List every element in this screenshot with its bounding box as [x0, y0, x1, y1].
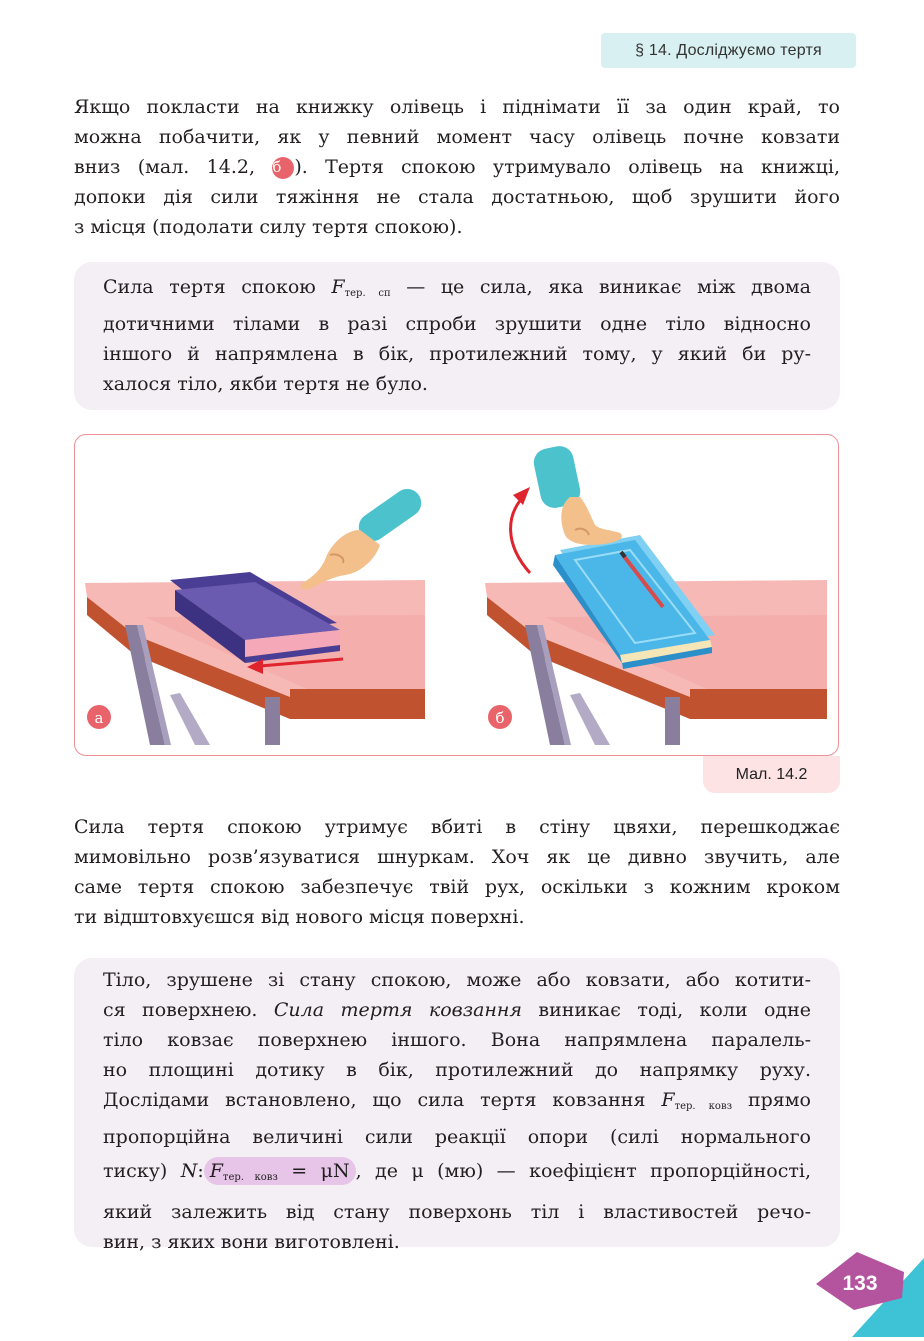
text-line	[103, 272, 811, 309]
text-fragment: тиску)	[103, 1160, 181, 1182]
text-fragment: — це сила, яка виникає між двома	[390, 276, 811, 298]
panel-label-b: б	[495, 709, 505, 727]
formula-rest: = μN	[277, 1160, 350, 1182]
text-fragment: вниз (мал. 14.2,	[74, 156, 273, 178]
text-line	[103, 1152, 811, 1197]
text-line: тіло ковзає поверхнею іншого. Вона напрямлена паралель-	[103, 1029, 811, 1051]
text-line: допоки дія сили тяжіння не стала достатньою, щоб зрушити його	[74, 186, 840, 208]
text-line: пропорційна величині сили реакції опори (силі нормального	[103, 1126, 811, 1148]
text-fragment: Дослідами встановлено, що сила тертя ковзання	[103, 1089, 662, 1111]
label-a	[87, 705, 111, 729]
figure-illustration	[75, 435, 839, 756]
term-sliding-friction: Сила тертя ковзання	[273, 999, 523, 1021]
figure-14-2	[74, 434, 839, 756]
paragraph-intro	[74, 92, 840, 242]
text-line: мимовільно розв’язуватися шнуркам. Хоч як це дивно звучить, але	[74, 846, 840, 868]
symbol-N: N	[180, 1160, 198, 1182]
figure-caption: Мал. 14.2	[703, 756, 840, 793]
symbol-F: F	[661, 1089, 675, 1111]
page-corner-graphic	[812, 1250, 924, 1337]
text-line: саме тертя спокою забезпечує твій рух, оскільки з кожним кроком	[74, 876, 840, 898]
symbol-F: F	[209, 1160, 223, 1182]
text-line: Тіло, зрушене зі стану спокою, може або ковзати, або котити-	[103, 969, 811, 991]
text-fragment: :	[197, 1160, 204, 1182]
text-fragment: , де μ (мю) — коефіцієнт пропорційності,	[355, 1160, 811, 1182]
curved-arrow-b	[511, 487, 530, 573]
text-line: який залежить від стану поверхонь тіл і властивостей рeчо-	[103, 1201, 811, 1223]
text-line: з місця (подолати силу тертя спокою).	[74, 216, 463, 238]
text-line: Сила тертя спокою утримує вбиті в стіну цвяхи, перешкоджає	[74, 816, 840, 838]
definition-box-sliding-friction	[74, 958, 840, 1253]
symbol-F: F	[331, 276, 345, 298]
page-number-tab	[812, 1250, 924, 1337]
text-line	[103, 1085, 811, 1122]
hand-a	[301, 483, 427, 589]
paragraph-static-friction-examples	[74, 812, 840, 932]
text-line: ти відштовхуєшся від нового місця поверхні.	[74, 906, 525, 928]
definition-box-static-friction	[74, 262, 840, 410]
subscript: тер. ковз	[674, 1101, 733, 1112]
figure-ref-badge: б	[272, 157, 294, 179]
text-line: Якщо покласти на книжку олівець і піднімати її за один край, то	[74, 96, 840, 118]
text-line	[74, 152, 840, 182]
text-fragment: ся поверхнею.	[103, 999, 274, 1021]
page-number: 133	[842, 1272, 878, 1295]
panel-label-a: а	[94, 709, 104, 727]
text-line	[103, 995, 811, 1025]
subscript: тер. сп	[344, 288, 391, 299]
text-line: но площині дотику в бік, протилежний до напрямку руху.	[103, 1059, 811, 1081]
text-line: халося тіло, якби тертя не було.	[103, 373, 428, 395]
text-fragment: виникає тоді, коли одне	[522, 999, 811, 1021]
label-b	[488, 705, 512, 729]
text-fragment: ). Тертя спокою утримувало олівець на книжці,	[294, 156, 840, 178]
section-header: § 14. Досліджуємо тертя	[601, 33, 856, 68]
subscript: тер. ковз	[222, 1172, 278, 1183]
text-line: іншого й напрямлена в бік, протилежний тому, у який би ру-	[103, 343, 811, 365]
formula-highlight	[204, 1157, 356, 1185]
text-line: дотичними тілами в разі спроби зрушити одне тіло відносно	[103, 313, 811, 335]
text-fragment: прямо	[732, 1089, 811, 1111]
text-fragment: Сила тертя спокою	[103, 276, 332, 298]
text-line: вин, з яких вони виготовлені.	[103, 1231, 400, 1253]
text-line: можна побачити, як у певний момент часу олівець почне ковзати	[74, 126, 840, 148]
hand-b	[531, 443, 622, 544]
